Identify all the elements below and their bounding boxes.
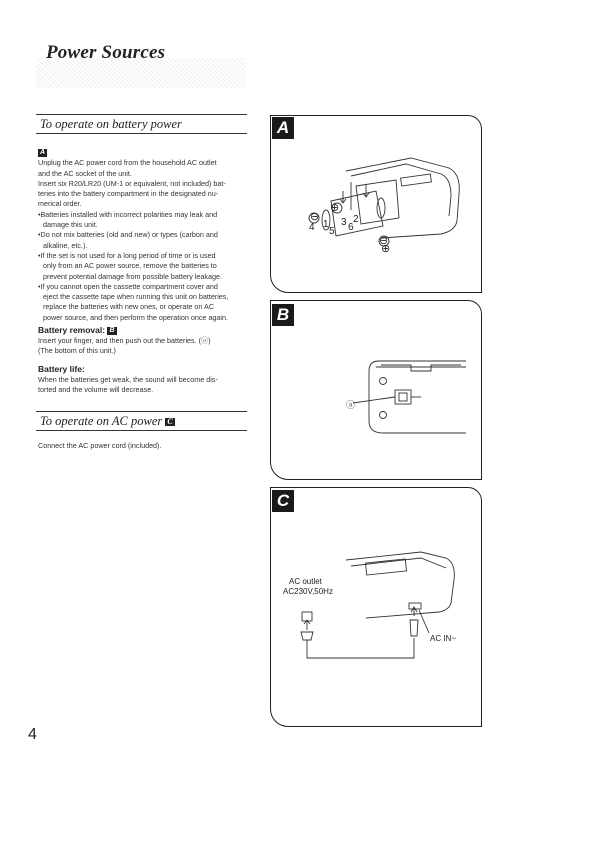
figure-a-panel: [270, 115, 482, 293]
figure-b-illustration: [271, 301, 481, 479]
removal-line: (The bottom of this unit.): [38, 346, 116, 356]
callout-a-label: ⓐ: [346, 400, 356, 410]
bullet-line: replace the batteries with new ones, or operate on AC: [43, 302, 215, 312]
battery-instructions: [38, 148, 250, 323]
figure-c-badge: C: [272, 490, 294, 512]
bullet-line: •If you cannot open the cassette compartment cover and: [38, 281, 218, 291]
plus-terminal-icon: ⊕: [381, 243, 391, 255]
ac-rule-top: [36, 411, 247, 412]
figure-c-illustration: [271, 488, 481, 726]
bullet-line: prevent potential damage from possible battery leakage.: [43, 271, 222, 281]
section-rule-bottom: [36, 133, 247, 134]
battery-life-block: [38, 364, 250, 396]
battery-number: 5: [329, 226, 335, 237]
battery-number: 2: [353, 214, 359, 225]
battery-number: 6: [348, 222, 354, 233]
battery-life-heading: Battery life:: [38, 364, 85, 374]
bullet-line: alkaline, etc.).: [43, 240, 88, 250]
figure-c-panel: [270, 487, 482, 727]
battery-number: 4: [309, 222, 315, 233]
bullet-line: eject the cassette tape when running this unit on batteries,: [43, 292, 229, 302]
bullet-line: •Batteries installed with incorrect polarities may leak and: [38, 209, 218, 219]
page-number: 4: [28, 726, 37, 743]
para-line: Insert six R20/LR20 (UM-1 or equivalent, not included) bat-: [38, 178, 226, 188]
ac-instruction: Connect the AC power cord (included).: [38, 441, 162, 450]
para-line: merical order.: [38, 199, 82, 209]
section-rule-top: [36, 114, 247, 115]
bullet-line: power source, and then perform the operation once again.: [43, 312, 228, 322]
life-line: torted and the volume will decrease.: [38, 385, 154, 395]
page-title: Power Sources: [46, 42, 166, 63]
section-title-battery: To operate on battery power: [40, 117, 182, 131]
figure-b-badge: B: [272, 304, 294, 326]
ac-rule-bottom: [36, 430, 247, 431]
bullet-line: •Do not mix batteries (old and new) or types (carbon and: [38, 230, 218, 240]
ac-in-label: AC IN~: [430, 634, 457, 643]
figure-b-panel: [270, 300, 482, 480]
minus-terminal-icon: ⊖: [310, 211, 320, 223]
removal-line: Insert your finger, and then push out the batteries. (ⓐ): [38, 336, 211, 345]
plus-terminal-icon: ⊕: [330, 202, 340, 214]
battery-number: 1: [323, 219, 329, 230]
section-title-ac: [40, 414, 175, 429]
figure-a-illustration: [271, 116, 481, 292]
ac-title-text: To operate on AC power: [40, 414, 163, 428]
bullet-line: •If the set is not used for a long period of time or is used: [38, 250, 216, 260]
figure-ref-a: A: [40, 149, 46, 156]
figure-a-badge: A: [272, 117, 294, 139]
battery-removal-block: [38, 325, 250, 357]
bullet-line: only from an AC power source, remove the batteries to: [43, 261, 217, 271]
battery-number: 3: [341, 217, 347, 228]
para-line: teries into the battery compartment in the designated nu-: [38, 189, 219, 199]
minus-terminal-icon: ⊖: [379, 235, 389, 247]
para-line: Unplug the AC power cord from the household AC outlet: [38, 158, 217, 168]
bullet-line: damage this unit.: [43, 220, 98, 230]
ac-outlet-label: AC outlet: [289, 577, 322, 586]
figure-ref-b: B: [109, 327, 115, 334]
life-line: When the batteries get weak, the sound will become dis-: [38, 375, 218, 384]
para-line: and the AC socket of the unit.: [38, 168, 132, 178]
ac-voltage-label: AC230V,50Hz: [283, 587, 333, 596]
battery-removal-heading: Battery removal:: [38, 325, 106, 335]
figure-ref-c: C: [167, 417, 173, 426]
